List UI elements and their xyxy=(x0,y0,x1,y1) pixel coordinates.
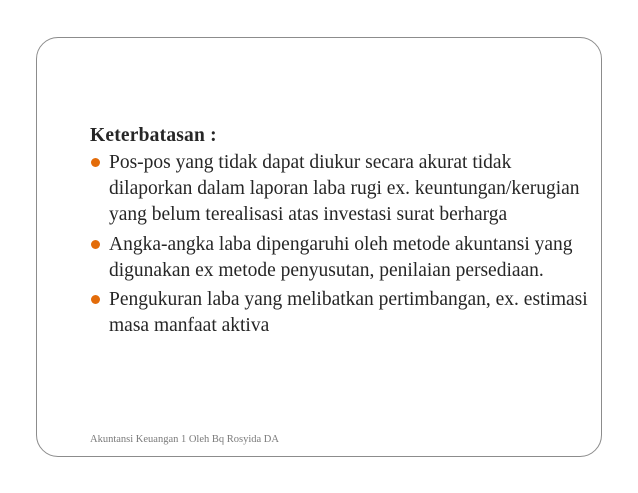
slide-content xyxy=(90,123,590,342)
bullet-line: Pengukuran laba yang melibatkan pertimbangan, ex. estimasi xyxy=(109,289,588,311)
bullet-line: masa manfaat aktiva xyxy=(109,315,270,337)
bullet-item xyxy=(90,232,590,284)
bullet-list xyxy=(90,150,590,339)
bullet-dot-icon xyxy=(91,295,100,304)
bullet-line: Angka-angka laba dipengaruhi oleh metode akuntansi yang xyxy=(109,233,573,255)
bullet-item xyxy=(90,287,590,339)
bullet-dot-icon xyxy=(91,240,100,249)
bullet-line: yang belum terealisasi atas investasi surat berharga xyxy=(109,204,508,226)
bullet-line: Pos-pos yang tidak dapat diukur secara akurat tidak xyxy=(109,152,512,173)
slide-heading: Keterbatasan : xyxy=(90,125,217,146)
slide-footer: Akuntansi Keuangan 1 Oleh Bq Rosyida DA xyxy=(90,434,279,445)
bullet-item xyxy=(90,150,590,229)
bullet-line: dilaporkan dalam laporan laba rugi ex. keuntungan/kerugian xyxy=(109,178,580,200)
bullet-dot-icon xyxy=(91,158,100,167)
bullet-line: digunakan ex metode penyusutan, penilaian persediaan. xyxy=(109,259,544,281)
